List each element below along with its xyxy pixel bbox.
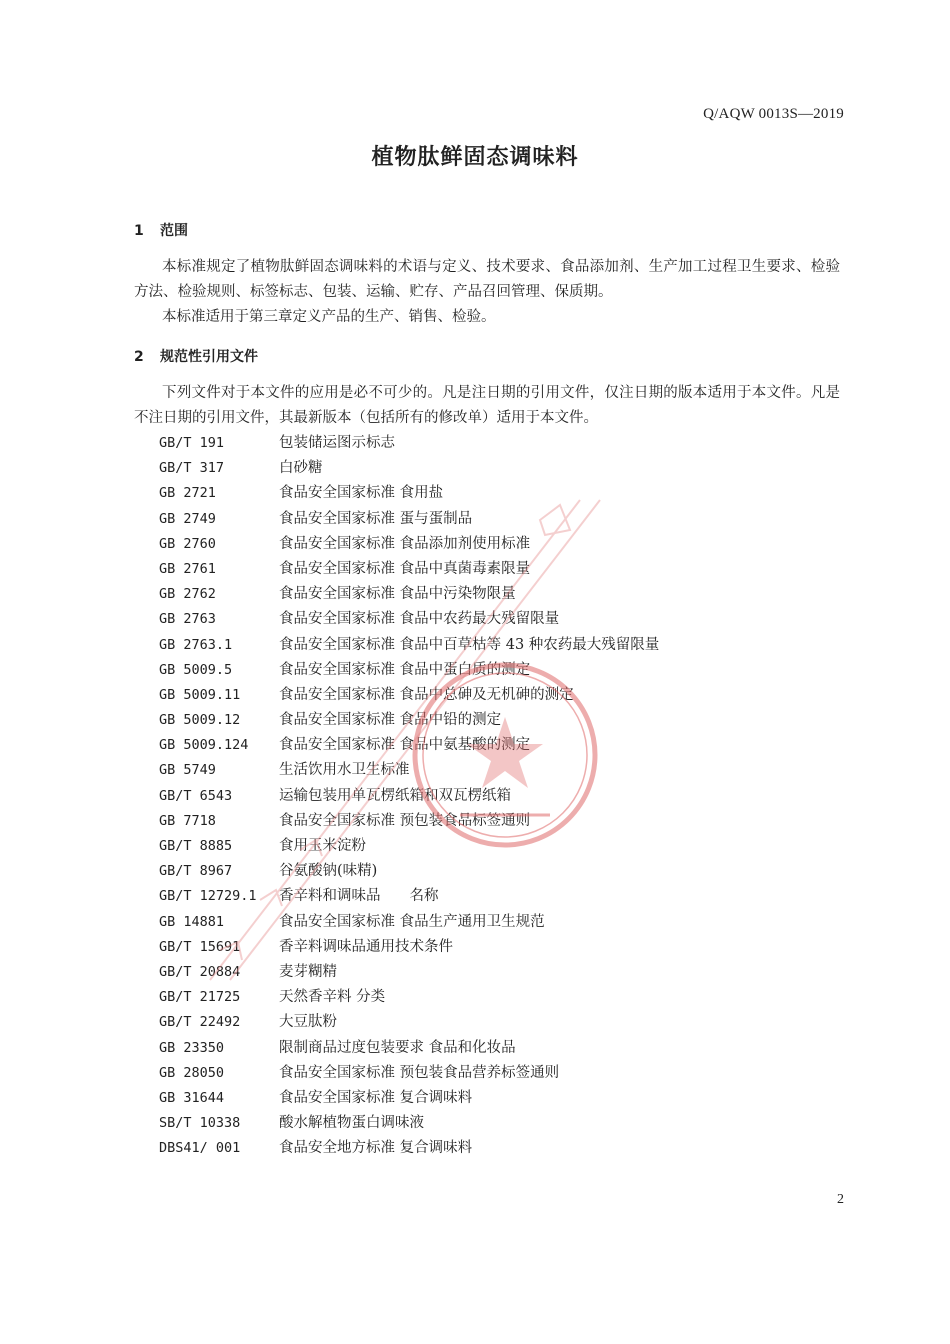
reference-name: 白砂糖 [279,460,323,477]
reference-item [159,884,659,909]
reference-item [159,1061,659,1086]
reference-item [159,532,659,557]
reference-code: GB 2761 [159,560,216,577]
reference-item [159,758,659,783]
reference-item [159,607,659,632]
reference-code: GB/T 191 [159,435,225,451]
reference-code: GB 28050 [159,1064,225,1081]
reference-name: 食品安全国家标准 食品生产通用卫生规范 [279,913,545,930]
reference-name: 食品安全国家标准 食品中氨基酸的测定 [279,737,531,754]
reference-item [159,1036,659,1061]
reference-item [159,935,659,960]
reference-item [159,1086,659,1111]
reference-item [159,431,659,456]
reference-code: GB 2749 [159,510,216,527]
reference-code: GB 7718 [159,812,216,829]
reference-item [159,1136,659,1161]
reference-code: GB 31644 [159,1089,225,1106]
reference-name: 食品安全国家标准 预包装食品营养标签通则 [279,1064,560,1081]
reference-name: 麦芽糊精 [279,963,337,980]
reference-item [159,658,659,683]
reference-code: DBS41/ 001 [159,1140,241,1157]
reference-item [159,1111,659,1136]
reference-item [159,960,659,985]
reference-name: 酸水解植物蛋白调味液 [279,1115,424,1132]
reference-item [159,859,659,884]
section-1-heading [134,220,188,240]
reference-name: 食品安全国家标准 食品中蛋白质的测定 [279,661,531,678]
section-title: 规范性引用文件 [160,349,258,365]
document-title: 植物肽鲜固态调味料 [371,145,579,170]
reference-code: GB 23350 [159,1039,225,1056]
reference-name: 香辛料和调味品 名称 [279,888,439,905]
reference-name: 食品安全地方标准 复合调味料 [279,1140,473,1157]
section-number: 1 [134,223,144,239]
reference-code: GB/T 20884 [159,963,241,980]
reference-name: 运输包装用单瓦楞纸箱和双瓦楞纸箱 [279,787,511,804]
reference-name: 香辛料调味品通用技术条件 [279,938,453,955]
reference-name: 谷氨酸钠(味精) [279,863,378,880]
reference-item [159,809,659,834]
reference-code: GB 5009.5 [159,661,233,678]
reference-code: GB 2760 [159,535,216,552]
reference-item [159,481,659,506]
reference-code: GB/T 15691 [159,938,241,955]
reference-item [159,582,659,607]
reference-code: GB/T 22492 [159,1014,241,1031]
reference-name: 天然香辛料 分类 [279,989,386,1006]
reference-name: 大豆肽粉 [279,1014,337,1031]
section-1-paragraph-1: 本标准规定了植物肽鲜固态调味料的术语与定义、技术要求、食品添加剂、生产加工过程卫生要求、检验方法、检验规则、标签标志、包装、运输、贮存、产品召回管理、保质期。 [134,259,840,300]
section-2-paragraph-1: 下列文件对于本文件的应用是必不可少的。凡是注日期的引用文件，仅注日期的版本适用于本文件。凡是不注日期的引用文件，其最新版本（包括所有的修改单）适用于本文件。 [134,385,840,426]
reference-name: 食品安全国家标准 食品中铅的测定 [279,712,502,729]
reference-item [159,683,659,708]
page-number: 2 [837,1192,844,1207]
reference-code: GB 5009.11 [159,686,241,703]
reference-item [159,633,659,658]
section-title: 范围 [160,223,188,239]
reference-name: 包装储运图示标志 [279,435,395,451]
reference-code: GB 2763 [159,611,216,628]
reference-code: GB/T 21725 [159,989,241,1006]
reference-code: GB 14881 [159,913,225,930]
reference-name: 食品安全国家标准 预包装食品标签通则 [279,812,531,829]
reference-code: GB/T 6543 [159,787,233,804]
reference-name: 食品安全国家标准 食品中真菌毒素限量 [279,560,531,577]
reference-name: 限制商品过度包装要求 食品和化妆品 [279,1039,516,1056]
section-number: 2 [134,349,144,365]
reference-item [159,507,659,532]
reference-code: GB 2762 [159,586,216,603]
reference-name: 食品安全国家标准 复合调味料 [279,1089,473,1106]
reference-item [159,910,659,935]
reference-name: 食品安全国家标准 食品中百草枯等 43 种农药最大残留限量 [279,636,660,653]
reference-name: 食品安全国家标准 蛋与蛋制品 [279,510,473,527]
reference-list [159,431,659,1161]
reference-item [159,784,659,809]
section-1-paragraph-2: 本标准适用于第三章定义产品的生产、销售、检验。 [162,309,496,325]
reference-code: SB/T 10338 [159,1115,241,1132]
section-2-heading [134,346,258,366]
reference-item [159,708,659,733]
reference-code: GB/T 12729.1 [159,888,257,905]
reference-name: 食用玉米淀粉 [279,838,366,854]
reference-code: GB 2763.1 [159,636,233,653]
reference-code: GB/T 317 [159,460,225,477]
reference-item [159,985,659,1010]
reference-name: 食品安全国家标准 食品中总砷及无机砷的测定 [279,686,574,703]
reference-item [159,733,659,758]
reference-code: GB 2721 [159,485,216,502]
reference-name: 生活饮用水卫生标准 [279,762,410,779]
reference-item [159,557,659,582]
reference-code: GB/T 8885 [159,838,233,854]
standard-code: Q/AQW 0013S—2019 [703,106,844,122]
reference-name: 食品安全国家标准 食品中农药最大残留限量 [279,611,560,628]
reference-code: GB 5009.12 [159,712,241,729]
reference-code: GB 5749 [159,762,216,779]
reference-name: 食品安全国家标准 食品中污染物限量 [279,586,516,603]
reference-name: 食品安全国家标准 食用盐 [279,485,444,502]
reference-item [159,1010,659,1035]
reference-code: GB/T 8967 [159,863,233,880]
reference-code: GB 5009.124 [159,737,249,754]
reference-name: 食品安全国家标准 食品添加剂使用标准 [279,535,531,552]
reference-item [159,456,659,481]
reference-item [159,834,659,859]
